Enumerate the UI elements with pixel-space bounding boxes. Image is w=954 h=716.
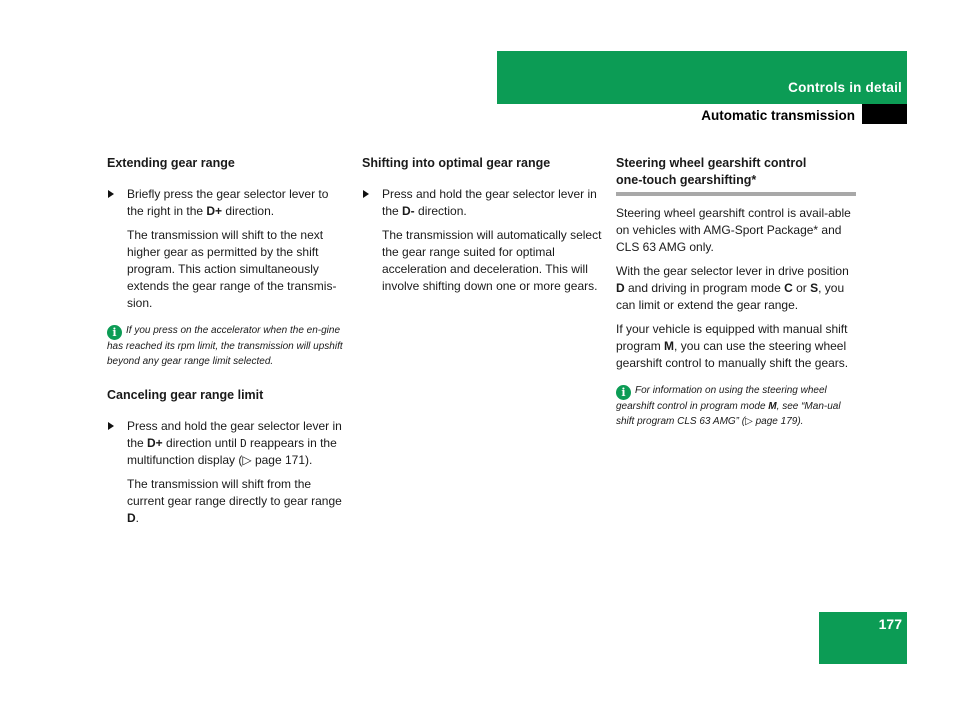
column-right — [616, 155, 856, 447]
page-number: 177 — [878, 616, 902, 632]
heading-rule — [616, 192, 856, 196]
info-note: i For information on using the steering wheel gearshift control in program mode M, see “Man-ual shift program CLS 63 AMG” (▷ page 179). — [616, 385, 841, 427]
subsection-title: Automatic transmission — [701, 108, 855, 123]
heading-shifting-optimal-gear-range: Shifting into optimal gear range — [362, 156, 551, 170]
section-tab-marker — [862, 104, 907, 124]
display-symbol: D — [240, 437, 247, 450]
instruction-step: Briefly press the gear selector lever to the right in the D+ direction. — [107, 186, 347, 220]
instruction-step: Press and hold the gear selector lever in the D- direction. — [362, 186, 602, 220]
info-icon: i — [107, 325, 122, 340]
result-paragraph: The transmission will shift to the next higher gear as permitted by the shift program. This action simultaneously extends the gear range of the transmis-sion. — [127, 228, 337, 310]
bullet-triangle-icon — [363, 190, 369, 198]
heading-steering-wheel-gearshift: Steering wheel gearshift control — [616, 156, 807, 170]
instruction-step: Press and hold the gear selector lever in the D+ direction until D reappears in the multifunction display (▷ page 171). — [107, 418, 347, 469]
info-icon: i — [616, 385, 631, 400]
column-left — [107, 155, 347, 534]
heading-canceling-gear-range-limit: Canceling gear range limit — [107, 388, 264, 402]
paragraph: Steering wheel gearshift control is avail-able on vehicles with AMG-Sport Package* and CLS 63 AMG only. — [616, 206, 851, 254]
page-reference-arrow-icon: ▷ — [745, 415, 753, 427]
result-paragraph: The transmission will automatically select the gear range suited for optimal acceleration and deceleration. This will involve shifting down one or more gears. — [382, 228, 602, 293]
bullet-triangle-icon — [108, 190, 114, 198]
result-paragraph: The transmission will shift from the current gear range directly to gear range D. — [127, 477, 342, 525]
paragraph: With the gear selector lever in drive position D and driving in program mode C or S, you can limit or extend the gear range. — [616, 264, 849, 312]
heading-one-touch-gearshifting: one-touch gearshifting* — [616, 173, 757, 187]
header-band — [497, 51, 907, 104]
section-title: Controls in detail — [788, 80, 902, 95]
paragraph: If your vehicle is equipped with manual shift program M, you can use the steering wheel gearshift control to manually shift the gears. — [616, 322, 849, 370]
page-reference-arrow-icon: ▷ — [242, 453, 252, 467]
heading-extending-gear-range: Extending gear range — [107, 156, 235, 170]
column-middle — [362, 155, 602, 302]
bullet-triangle-icon — [108, 422, 114, 430]
info-note: i If you press on the accelerator when the en-gine has reached its rpm limit, the transmission will upshift beyond any gear range limit selected. — [107, 325, 343, 367]
